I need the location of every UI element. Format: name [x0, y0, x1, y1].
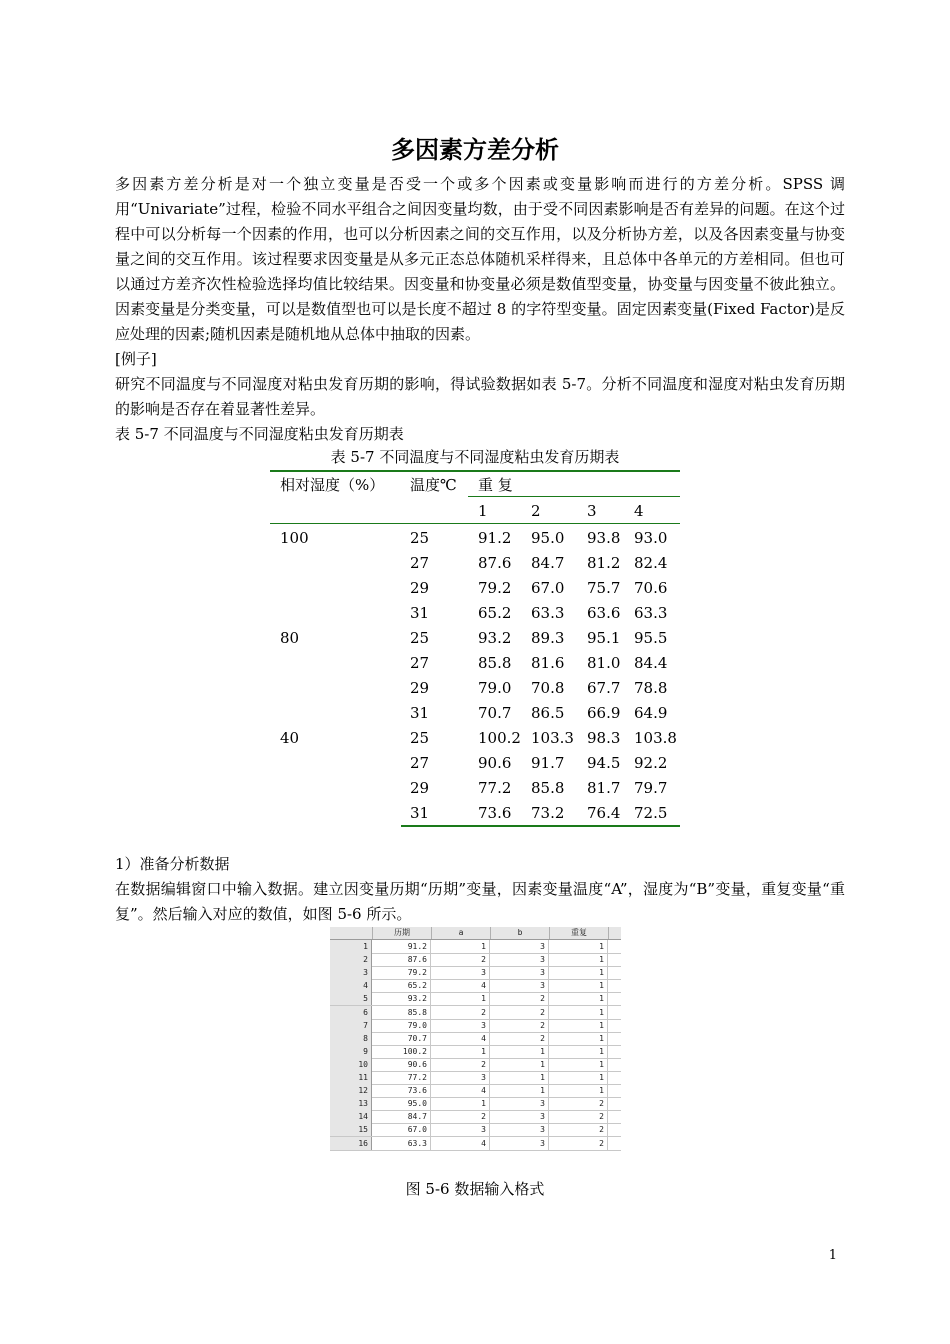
cell-rep-4: 82.4: [634, 554, 668, 572]
spreadsheet-row: [330, 1032, 621, 1046]
cell-duration: 87.6: [373, 953, 431, 966]
cell-temperature: 29: [410, 579, 430, 597]
cell-temperature: 25: [410, 529, 430, 547]
spreadsheet-row: [330, 1097, 621, 1111]
cell-rep-2: 91.7: [531, 754, 565, 772]
cell-a: 3: [432, 1019, 490, 1032]
cell-temperature: 25: [410, 729, 430, 747]
cell-rep-2: 67.0: [531, 579, 565, 597]
figure-caption: 图 5-6 数据输入格式: [405, 1180, 545, 1198]
cell-replicate: 1: [550, 940, 608, 953]
step1-block: [115, 852, 845, 927]
cell-rep-4: 84.4: [634, 654, 668, 672]
cell-duration: 95.0: [373, 1097, 431, 1110]
cell-rep-3: 81.2: [587, 554, 621, 572]
table-row: [270, 676, 680, 701]
cell-b: 2: [491, 1032, 549, 1045]
cell-a: 1: [432, 940, 490, 953]
cell-rep-2: 81.6: [531, 654, 565, 672]
cell-b: 1: [491, 1045, 549, 1058]
row-number: 11: [330, 1071, 372, 1084]
cell-humidity: 100: [280, 529, 309, 547]
cell-duration: 90.6: [373, 1058, 431, 1071]
cell-rep-4: 93.0: [634, 529, 668, 547]
spreadsheet-header: [330, 927, 621, 940]
cell-b: 3: [491, 953, 549, 966]
cell-rep-3: 75.7: [587, 579, 621, 597]
table-label: 表 5-7 不同温度与不同湿度粘虫发育历期表: [115, 425, 404, 443]
example-paragraph: 研究不同温度与不同湿度对粘虫发育历期的影响，得试验数据如表 5-7。分析不同温度和湿度对粘虫发育历期的影响是否存在着显著性差异。: [115, 375, 845, 418]
page-title: 多因素方差分析: [391, 136, 559, 164]
header-rep-4: 4: [634, 502, 644, 520]
table-row: [270, 526, 680, 551]
cell-rep-3: 94.5: [587, 754, 621, 772]
cell-a: 4: [432, 979, 490, 992]
cell-rep-1: 87.6: [478, 554, 512, 572]
cell-rep-3: 81.7: [587, 779, 621, 797]
spreadsheet-corner: [330, 927, 373, 939]
cell-duration: 63.3: [373, 1137, 431, 1150]
cell-temperature: 27: [410, 754, 430, 772]
cell-rep-3: 95.1: [587, 629, 621, 647]
spreadsheet-row: [330, 1045, 621, 1059]
cell-rep-4: 103.8: [634, 729, 677, 747]
header-temperature: 温度℃: [410, 476, 457, 494]
cell-rep-1: 65.2: [478, 604, 512, 622]
cell-a: 1: [432, 1045, 490, 1058]
row-number: 15: [330, 1123, 372, 1136]
cell-duration: 65.2: [373, 979, 431, 992]
cell-replicate: 1: [550, 1019, 608, 1032]
cell-b: 1: [491, 1084, 549, 1097]
spreadsheet-row: [330, 992, 621, 1006]
cell-rep-1: 70.7: [478, 704, 512, 722]
cell-rep-2: 85.8: [531, 779, 565, 797]
cell-duration: 85.8: [373, 1006, 431, 1019]
cell-rep-2: 103.3: [531, 729, 574, 747]
cell-rep-3: 93.8: [587, 529, 621, 547]
row-number: 13: [330, 1097, 372, 1110]
header-humidity: 相对湿度（%）: [280, 476, 385, 494]
header-rep-3: 3: [587, 502, 597, 520]
body-text-block: [115, 172, 845, 447]
spreadsheet-row: [330, 979, 621, 993]
table-row: [270, 626, 680, 651]
cell-rep-3: 66.9: [587, 704, 621, 722]
cell-temperature: 31: [410, 604, 430, 622]
cell-replicate: 1: [550, 953, 608, 966]
cell-replicate: 2: [550, 1137, 608, 1150]
cell-b: 2: [491, 1019, 549, 1032]
cell-duration: 84.7: [373, 1110, 431, 1123]
cell-b: 3: [491, 1110, 549, 1123]
column-header-duration: 历期: [373, 927, 432, 939]
cell-rep-2: 73.2: [531, 804, 565, 822]
table-row: [270, 651, 680, 676]
cell-replicate: 2: [550, 1097, 608, 1110]
row-number: 1: [330, 940, 372, 953]
table-row: [270, 551, 680, 576]
cell-b: 3: [491, 940, 549, 953]
column-header-a: a: [432, 927, 491, 939]
spreadsheet-row: [330, 940, 621, 954]
spreadsheet-row: [330, 966, 621, 980]
cell-rep-1: 90.6: [478, 754, 512, 772]
row-number: 5: [330, 992, 372, 1005]
cell-rep-3: 81.0: [587, 654, 621, 672]
cell-replicate: 1: [550, 1045, 608, 1058]
header-replicate: 重 复: [478, 476, 513, 494]
example-tag: [例子]: [115, 350, 157, 368]
cell-b: 3: [491, 979, 549, 992]
cell-rep-1: 85.8: [478, 654, 512, 672]
spreadsheet-row: [330, 953, 621, 967]
cell-rep-4: 78.8: [634, 679, 668, 697]
table-caption: 表 5-7 不同温度与不同湿度粘虫发育历期表: [330, 448, 620, 466]
cell-humidity: 40: [280, 729, 300, 747]
cell-replicate: 1: [550, 1032, 608, 1045]
spreadsheet-row: [330, 1058, 621, 1072]
cell-duration: 100.2: [373, 1045, 431, 1058]
spreadsheet-row: [330, 1084, 621, 1098]
column-header-replicate: 重复: [550, 927, 609, 939]
cell-rep-1: 91.2: [478, 529, 512, 547]
table-row: [270, 751, 680, 776]
cell-rep-3: 67.7: [587, 679, 621, 697]
cell-rep-3: 63.6: [587, 604, 621, 622]
step1-paragraph: 在数据编辑窗口中输入数据。建立因变量历期“历期”变量，因素变量温度“A”，湿度为“B”变量，重复变量“重复”。然后输入对应的数值，如图 5-6 所示。: [115, 880, 845, 923]
cell-temperature: 27: [410, 554, 430, 572]
cell-rep-2: 86.5: [531, 704, 565, 722]
cell-rep-2: 95.0: [531, 529, 565, 547]
row-number: 7: [330, 1019, 372, 1032]
cell-rep-4: 79.7: [634, 779, 668, 797]
cell-replicate: 1: [550, 1084, 608, 1097]
cell-a: 4: [432, 1084, 490, 1097]
cell-rep-4: 70.6: [634, 579, 668, 597]
table-row: [270, 601, 680, 626]
cell-rep-1: 79.0: [478, 679, 512, 697]
table-bottom-rule: [401, 825, 680, 827]
cell-b: 3: [491, 966, 549, 979]
page-number: 1: [828, 1248, 837, 1263]
row-number: 6: [330, 1006, 372, 1019]
table-row: [270, 801, 680, 826]
cell-replicate: 1: [550, 992, 608, 1005]
column-header-b: b: [491, 927, 550, 939]
spreadsheet-screenshot: [330, 927, 621, 1150]
cell-replicate: 1: [550, 979, 608, 992]
cell-rep-4: 95.5: [634, 629, 668, 647]
cell-duration: 91.2: [373, 940, 431, 953]
row-number: 4: [330, 979, 372, 992]
row-number: 3: [330, 966, 372, 979]
cell-replicate: 1: [550, 1006, 608, 1019]
row-number: 12: [330, 1084, 372, 1097]
cell-duration: 93.2: [373, 992, 431, 1005]
intro-paragraph: 多因素方差分析是对一个独立变量是否受一个或多个因素或变量影响而进行的方差分析。SPSS 调用“Univariate”过程，检验不同水平组合之间因变量均数，由于受不同因素影响是否有差异的问题。在这个过程中可以分析每一个因素的作用，也可以分析因素之间的交互作用，以及分析协方差，以及各因素变量与协变量之间的交互作用。该过程要求因变量是从多元正态总体随机采样得来，且总体中各单元的方差相同。但也可以通过方差齐次性检验选择均值比较结果。因变量和协变量必须是数值型变量，协变量与因变量不彼此独立。因素变量是分类变量，可以是数值型也可以是长度不超过 8 的字符型变量。固定因素变量(Fixed Factor)是反应处理的因素;随机因素是随机地从总体中抽取的因素。: [115, 175, 845, 343]
cell-rep-4: 63.3: [634, 604, 668, 622]
cell-a: 3: [432, 1071, 490, 1084]
cell-a: 1: [432, 992, 490, 1005]
table-row: [270, 701, 680, 726]
table-subheader-row: [270, 499, 680, 524]
cell-replicate: 1: [550, 1058, 608, 1071]
row-number: 2: [330, 953, 372, 966]
cell-rep-3: 98.3: [587, 729, 621, 747]
spreadsheet-row: [330, 1110, 621, 1124]
row-number: 10: [330, 1058, 372, 1071]
cell-b: 1: [491, 1058, 549, 1071]
cell-rep-1: 77.2: [478, 779, 512, 797]
row-number: 8: [330, 1032, 372, 1045]
cell-replicate: 1: [550, 1071, 608, 1084]
cell-temperature: 29: [410, 679, 430, 697]
cell-humidity: 80: [280, 629, 300, 647]
row-number: 16: [330, 1137, 372, 1150]
spreadsheet-row: [330, 1019, 621, 1033]
cell-replicate: 2: [550, 1110, 608, 1123]
cell-a: 4: [432, 1032, 490, 1045]
header-rep-1: 1: [478, 502, 488, 520]
cell-duration: 73.6: [373, 1084, 431, 1097]
table-row: [270, 776, 680, 801]
cell-rep-4: 72.5: [634, 804, 668, 822]
cell-rep-2: 84.7: [531, 554, 565, 572]
cell-duration: 67.0: [373, 1123, 431, 1136]
header-rep-2: 2: [531, 502, 541, 520]
cell-replicate: 2: [550, 1123, 608, 1136]
cell-temperature: 31: [410, 804, 430, 822]
spreadsheet-row: [330, 1006, 621, 1020]
cell-rep-4: 64.9: [634, 704, 668, 722]
cell-a: 2: [432, 953, 490, 966]
cell-rep-1: 73.6: [478, 804, 512, 822]
cell-duration: 79.2: [373, 966, 431, 979]
cell-b: 3: [491, 1123, 549, 1136]
cell-temperature: 31: [410, 704, 430, 722]
cell-rep-1: 79.2: [478, 579, 512, 597]
row-number: 14: [330, 1110, 372, 1123]
spreadsheet-row: [330, 1071, 621, 1085]
table-top-rule: [270, 470, 680, 472]
step1-title: 1）准备分析数据: [115, 855, 230, 873]
cell-temperature: 25: [410, 629, 430, 647]
cell-rep-2: 70.8: [531, 679, 565, 697]
spreadsheet-row: [330, 1123, 621, 1137]
table-header-row: [270, 473, 680, 498]
cell-rep-2: 63.3: [531, 604, 565, 622]
cell-duration: 70.7: [373, 1032, 431, 1045]
spreadsheet-row: [330, 1137, 621, 1151]
cell-a: 4: [432, 1137, 490, 1150]
cell-b: 1: [491, 1071, 549, 1084]
cell-a: 3: [432, 966, 490, 979]
cell-a: 2: [432, 1110, 490, 1123]
cell-rep-1: 100.2: [478, 729, 521, 747]
cell-b: 3: [491, 1137, 549, 1150]
cell-a: 2: [432, 1058, 490, 1071]
cell-temperature: 27: [410, 654, 430, 672]
table-row: [270, 726, 680, 751]
cell-b: 2: [491, 992, 549, 1005]
cell-replicate: 1: [550, 966, 608, 979]
cell-rep-2: 89.3: [531, 629, 565, 647]
cell-duration: 77.2: [373, 1071, 431, 1084]
row-number: 9: [330, 1045, 372, 1058]
cell-a: 1: [432, 1097, 490, 1110]
cell-rep-3: 76.4: [587, 804, 621, 822]
cell-rep-4: 92.2: [634, 754, 668, 772]
cell-duration: 79.0: [373, 1019, 431, 1032]
cell-a: 2: [432, 1006, 490, 1019]
cell-temperature: 29: [410, 779, 430, 797]
cell-a: 3: [432, 1123, 490, 1136]
table-row: [270, 576, 680, 601]
cell-b: 3: [491, 1097, 549, 1110]
cell-b: 2: [491, 1006, 549, 1019]
cell-rep-1: 93.2: [478, 629, 512, 647]
